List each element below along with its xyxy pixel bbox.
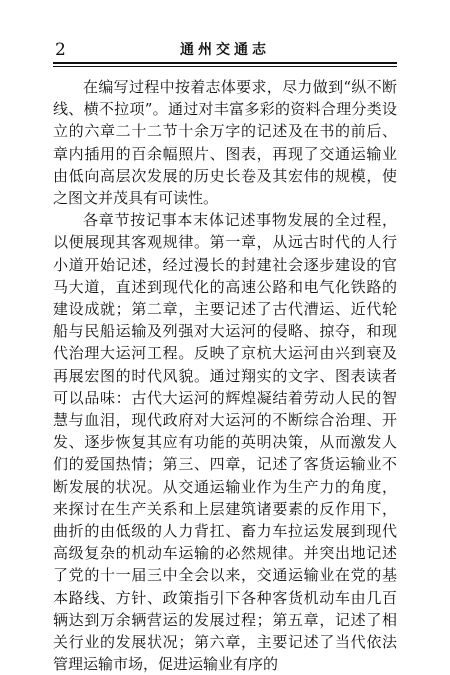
running-title: 通州交通志 xyxy=(180,42,270,58)
header-rule-thick xyxy=(53,62,397,64)
body-text xyxy=(53,76,397,675)
page-header xyxy=(0,38,450,62)
paragraph-chapter-overview: 各章节按记事本末体记述事物发展的全过程，以便展现其客观规律。第一章，从远古时代的人行小道开始记述，经过漫长的封建社会逐步建设的官马大道，直述到现代化的高速公路和电气化铁路的建设成就；第二章，主要记述了古代漕运、近代轮船与民船运输及列强对大运河的侵略、掠夺，和现代治理大运河工程。反映了京杭大运河由兴到衰及再展宏图的时代风貌。通过翔实的文字、图表读者可以品味：古代大运河的辉煌凝结着劳动人民的智慧与血泪，现代政府对大运河的不断综合治理、开发、逐步恢复其应有功能的英明决策，从而激发人们的爱国热情；第三、四章，记述了客货运输业不断发展的状况。从交通运输业作为生产力的角度，来探讨在生产关系和上层建筑诸要素的反作用下，曲折的由低级的人力背扛、畜力车拉运发展到现代高级复杂的机动车运输的必然规律。并突出地记述了党的十一届三中全会以来，交通运输业在党的基本路线、方针、政策指引下各种客货机动车由几百辆达到万余辆营运的发展过程；第五章，记述了相关行业的发展状况；第六章，主要记述了当代依法管理运输市场，促进运输业有序的 xyxy=(53,211,397,674)
paragraph-editing-approach: 在编写过程中按着志体要求，尽力做到“纵不断线、横不拉项”。通过对丰富多彩的资料合理分类设立的六章二十二节十余万字的记述及在书的前后、章内插用的百余幅照片、图表，再现了交通运输业由低向高层次发展的历史长卷及其宏伟的规模，使之图文并茂具有可读性。 xyxy=(53,78,397,208)
page-number: 2 xyxy=(55,40,66,60)
header-rule-thin xyxy=(53,66,397,67)
